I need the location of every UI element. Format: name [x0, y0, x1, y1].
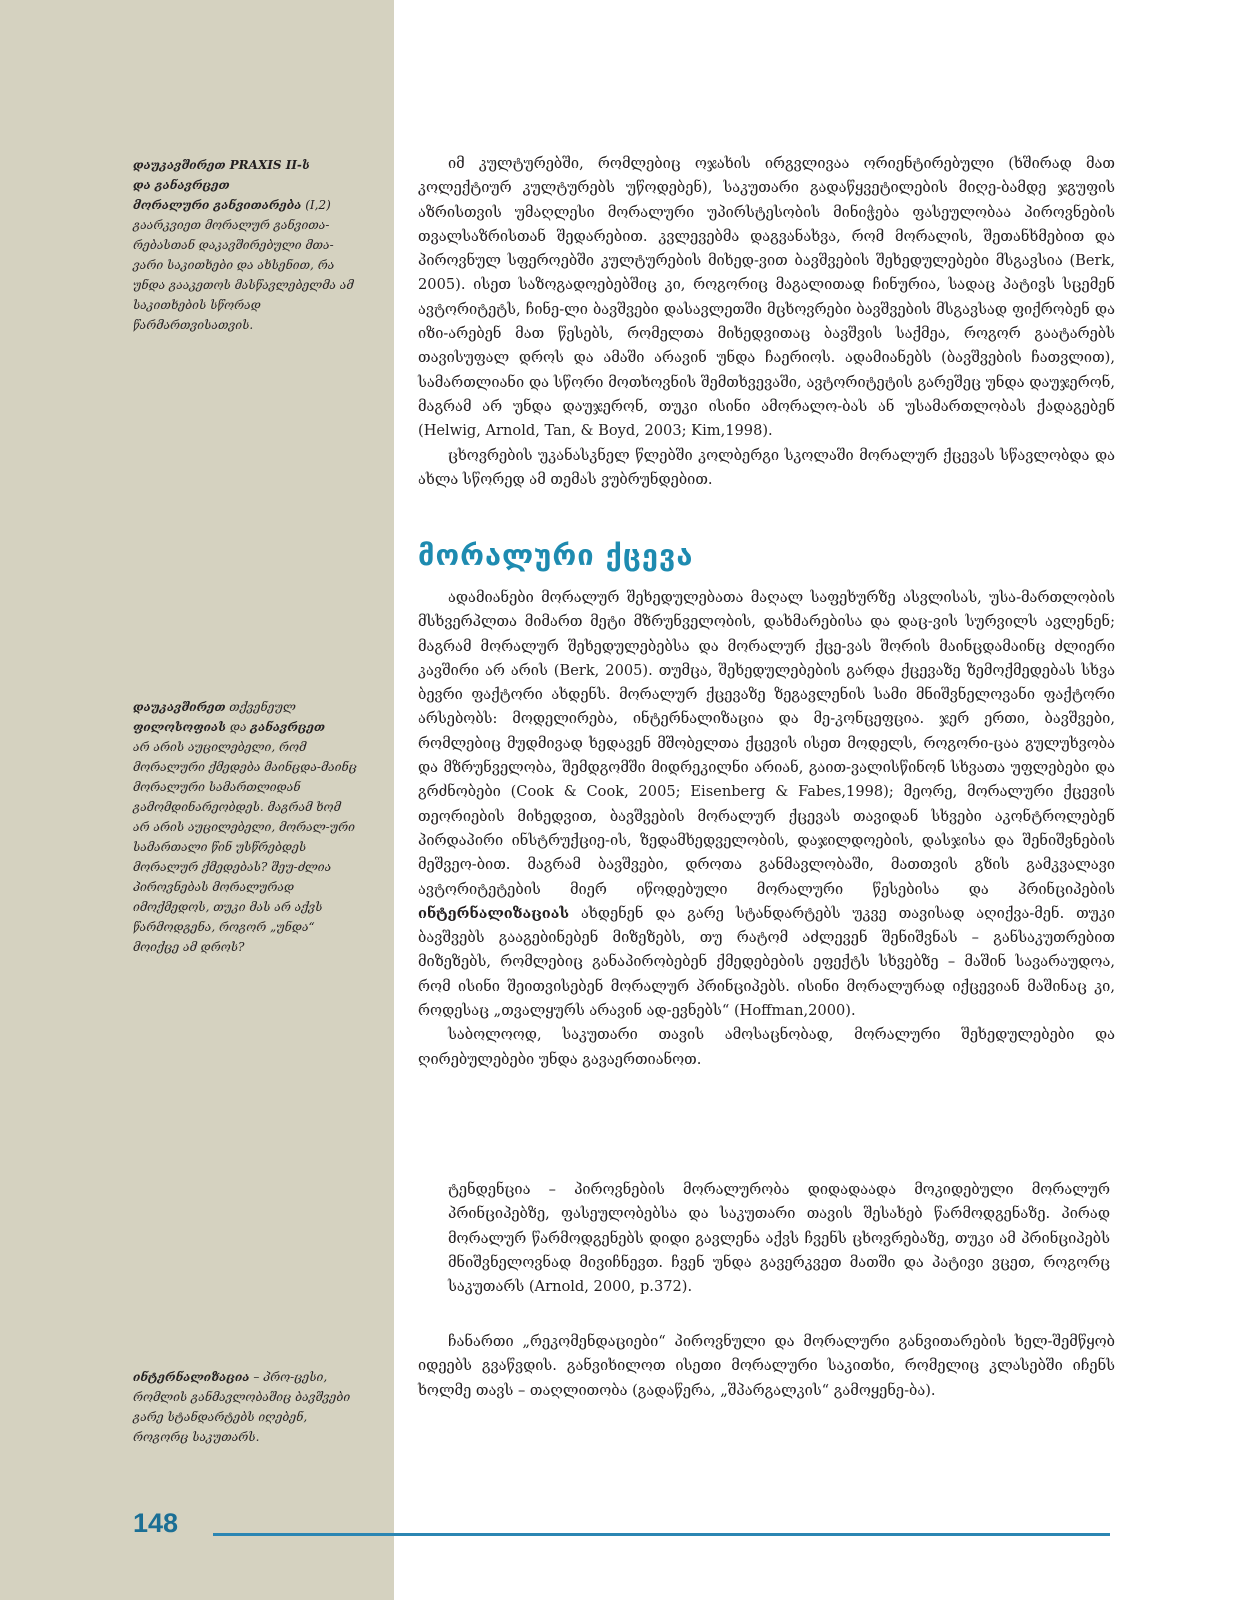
bold-term-internalization: ინტერნალიზაციას	[418, 904, 570, 922]
praxis-subheading: და განავრცეთ	[133, 178, 230, 192]
glossary-term: ინტერნალიზაცია	[133, 1370, 250, 1384]
margin-note-praxis	[133, 155, 361, 335]
paragraph-conclusion: საბოლოოდ, საკუთარი თავის ამოსაცნობად, მორალური შეხედულებები და ღირებულებები უნდა გავაერთიანოთ.	[418, 1026, 1115, 1068]
praxis-body: გაარკვიეთ მორალურ განვითა-რებასთან დაკავშირებული მთა-ვარი საკითხები და ახსენით, რა უნდა გააკეთოს მასწავლებელმა ამ საკითხების სწორად წარმართვისათვის.	[133, 218, 354, 332]
philosophy-body: არ არის აუცილებელი, რომ მორალური ქმედება მაინცდა-მაინც მორალური სამართლიდან გამომდინარეობდეს. მაგრამ ხომ არ არის აუცილებელი, მორალ-ური სამართალი წინ უსწრებდეს მორალურ ქმედებას? შეუ-ძლია პიროვნებას მორალურად იმოქმედოს, თუკი მას არ აქვს წარმოდგენა, როგორ „უნდა“ მოიქცე ამ დროს?	[133, 740, 357, 954]
philosophy-lead: დაუკავშირეთ თქვენეულ ფილოსოფიას და განავრცეთ	[133, 700, 325, 734]
praxis-heading: დაუკავშირეთ PRAXIS II-ს	[133, 158, 310, 172]
footer-rule	[213, 1533, 1110, 1536]
page-number: 148	[133, 1508, 179, 1538]
paragraph-kohlberg: ცხოვრების უკანასკნელ წლებში კოლბერგი სკოლაში მორალურ ქცევას სწავლობდა და ახლა სწორედ ამ თემას ვუბრუნდებით.	[418, 446, 1115, 488]
section-heading: მორალური ქცევა	[418, 538, 694, 572]
intro-text	[418, 152, 1115, 492]
block-quote: ტენდენცია – პიროვნების მორალურობა დიდადაადა მოკიდებული მორალურ პრინციპებზე, ფასეულობებსა და საკუთარი თავის შესახებ წარმოდგენაზე. პირად მორალურ წარმოდგენებს დიდი გავლენა აქვს ჩვენს ცხოვრებაზე, თუკი ამ პრინციპებს მნიშვნელოვნად მივიჩნევთ. ჩვენ უნდა გავერკვეთ მათში და პატივი ვცეთ, როგორც საკუთარს (Arnold, 2000, p.372).	[448, 1181, 1110, 1296]
closing-text	[418, 1330, 1115, 1403]
glossary-definition: – პრო-ცესი, რომლის განმავლობაშიც ბავშვები გარე სტანდარტებს იღებენ, როგორც საკუთარს.	[133, 1370, 351, 1444]
paragraph-recommendations: ჩანართი „რეკომენდაციები“ პიროვნული და მორალური განვითარების ხელ-შემწყობ იდეებს გვაწვდის. განვიხილოთ ისეთი მორალური საკითხი, რომელიც კლასებში იჩენს ხოლმე თავს – თაღლითობა (გადაწერა, „შპარგალკის“ გამოყენე-ბა).	[418, 1333, 1115, 1399]
margin-note-philosophy	[133, 697, 361, 957]
paragraph-cultures: იმ კულტურებში, რომლებიც ოჯახის ირგვლივაა ორიენტირებული (ხშირად მათ კოლექტიურ კულტურებს უწოდებენ), საკუთარი გადაწყვეტილების მიღე-ბამდე ჯგუფის აზრისთვის უმაღლესი მორალური უპირსტესობის მინიჭება ფასეულობაა პიროვნების თვალსაზრისთან შედარებით. კვლევებმა დაგვანახვა, რომ მორალის, შეთანხმებით და პიროვნულ სფეროებში კულტურების მიხედ-ვით ბავშვების შეხედულებები მსგავსია (Berk, 2005). ისეთ საზოგადოებებშიც კი, როგორიც მაგალითად ჩინურია, სადაც პატივს სცემენ ავტორიტეტს, ჩინე-ლი ბავშვები დასავლეთში მცხოვრები ბავშვების მსგავსად ფიქრობენ და იზი-არებენ მათ წესებს, რომელთა მიხედვითაც ბავშვის საქმეა, როგორ გაატარებს თავისუფალ დროს და ამაში არავინ უნდა ჩაერიოს. ადამიანებს (ბავშვების ჩათვლით), სამართლიანი და სწორი მოთხოვნის შემთხვევაში, ავტორიტეტის გარეშეც უნდა დაუჯერონ, მაგრამ არ უნდა დაუჯერონ, თუკი ისინი ამორალო-ბას ან უსამართლობას ქადაგებენ (Helwig, Arnold, Tan, & Boyd, 2003; Kim,1998).	[418, 155, 1115, 440]
paragraph-moral-behavior: ადამიანები მორალურ შეხედულებათა მაღალ საფეხურზე ასვლისას, უსა-მართლობის მსხვერპლთა მიმართ მეტი მზრუნველობის, დახმარებისა და დაც-ვის სურვილს ავლენენ; მაგრამ მორალურ შეხედულებებსა და მორალურ ქცე-ვას შორის მაინცდამაინც ძლიერი კავშირი არ არის (Berk, 2005). თუმცა, შეხედულებების გარდა ქცევაზე ზემოქმედებას სხვა ბევრი ფაქტორი ახდენს. მორალურ ქცევაზე ზეგავლენის სამი მნიშვნელოვანი ფაქტორი არსებობს: მოდელირება, ინტერნალიზაცია და მე-კონცეფცია. ჯერ ერთი, ბავშვები, რომლებიც მუდმივად ხედავენ მშობელთა ქცევის ისეთ მოდელს, როგორი-ცაა გულუხვობა და მზრუნველობა, შემდგომში მიდრეკილნი არიან, გაით-ვალისწინონ სხვათა უფლებები და გრძნობები (Cook & Cook, 2005; Eisenberg & Fabes,1998); მეორე, მორალური ქცევის თეორიების მიხედვით, ბავშვების მორალურ ქცევას თავიდან სხვები აკონტროლებენ პირდაპირი ინსტრუქციე-ის, ზედამხედველობის, დაჯილდოების, დასჯისა და შენიშვნების მეშვეო-ბით. მაგრამ ბავშვები, დროთა განმავლობაში, მათთვის გზის გამკვალავი ავტორიტეტების მიერ იწოდებული მორალური წესებისა და პრინციპების ინტერნალიზაციას ახდენენ და გარე სტანდარტებს უკვე თავისად აღიქვა-მენ. თუკი ბავშვებს გააგებინებენ მიზეზებს, თუ რატომ აძლევენ შენიშვნას – განსაკუთრებით მიზეზებს, რომლებიც განაპირობებენ ქმედებების ეფექტს სხვებზე – მაშინ სავარაუდოა, რომ ისინი შეითვისებენ მორალურ პრინციპებს. ისინი მორალურად იქცევიან მაშინაც კი, როდესაც „თვალყურს არავინ ად-ევნებს“ (Hoffman,2000).	[418, 589, 1115, 1020]
section-body	[418, 586, 1115, 1072]
margin-note-internalization	[133, 1367, 361, 1447]
praxis-topic: მორალური განვითარება (I,2)	[133, 198, 331, 212]
